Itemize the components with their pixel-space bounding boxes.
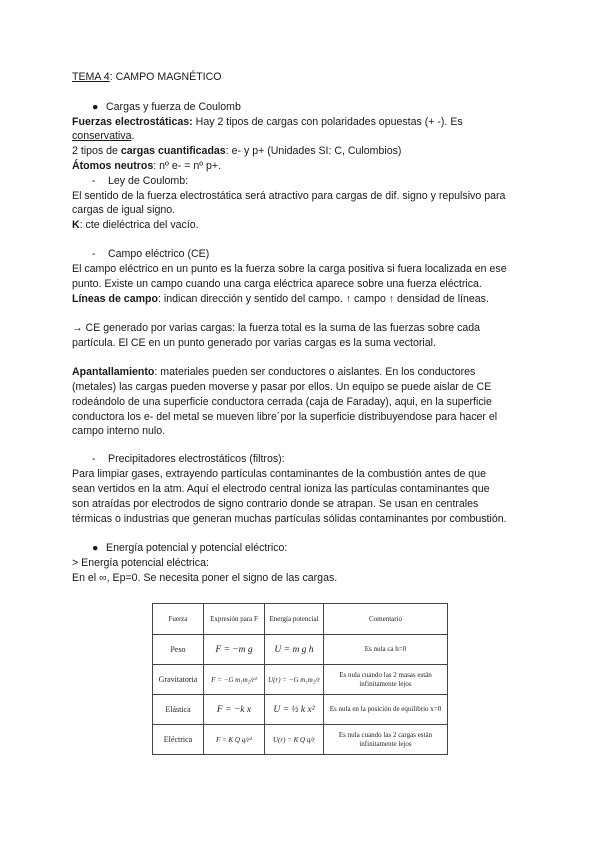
cell-comentario: Es nula cuando las 2 cargas están infinitamente lejos — [324, 725, 448, 755]
table-row — [153, 695, 448, 725]
cell-expresion: F = −k x — [204, 695, 265, 725]
table-row — [153, 635, 448, 665]
text-line: > Energía potencial eléctrica: — [72, 557, 209, 569]
bullet-coulomb: ● Cargas y fuerza de Coulomb — [92, 101, 241, 113]
text-line: partícula. El CE en un punto generado por varias cargas es la suma vectorial. — [72, 337, 436, 349]
text-line: conservativa. — [72, 130, 135, 142]
table-row — [153, 725, 448, 755]
energy-table — [152, 603, 448, 755]
table-row — [153, 665, 448, 695]
text-line: punto. Existe un campo cuando una carga eléctrica aparece sobre una fuerza eléctrica. — [72, 278, 482, 290]
text-line: 2 tipos de cargas cuantificadas: e- y p+ (Unidades SI: C, Culombios) — [72, 145, 402, 157]
header-fuerza: Fuerza — [153, 604, 204, 635]
text-line: Átomos neutros: nº e- = nº p+. — [72, 160, 222, 172]
text-line: rodeándolo de una superficie conductora cerrada (caja de Faraday), aqui, en la superficie — [72, 396, 492, 408]
text-line: Apantallamiento: materiales pueden ser conductores o aislantes. En los conductores — [72, 366, 476, 378]
cell-fuerza: Eléctrica — [153, 725, 204, 755]
text-line: campo interno nulo. — [72, 425, 166, 437]
text-line: Líneas de campo: indican dirección y sentido del campo. ↑ campo ↑ densidad de líneas. — [72, 293, 489, 305]
text-line: sean vertidos en la atm. Aquí el electrodo central ioniza las partículas contaminantes que — [72, 483, 490, 495]
text-line: conductora los e- del metal se mueven libre´por la superficie distribuyendose para hacer el — [72, 411, 498, 423]
cell-expresion: F = −G m₁m₂/r² — [204, 665, 265, 695]
cell-fuerza: Peso — [153, 635, 204, 665]
cell-fuerza: Elástica — [153, 695, 204, 725]
cell-comentario: Es nula cuando las 2 masas están infinitamente lejos — [324, 665, 448, 695]
text-line: El campo eléctrico en un punto es la fuerza sobre la carga positiva si fuera localizada en ese — [72, 263, 507, 275]
text-line: Fuerzas electrostáticas: Hay 2 tipos de cargas con polaridades opuestas (+ -). Es — [72, 116, 463, 128]
cell-expresion: F = K Q q/r² — [204, 725, 265, 755]
text-line: son atraídas por electrodos de signo contrario donde se atrapan. Se usan en centrales — [72, 498, 479, 510]
header-comentario: Comentario — [324, 604, 448, 635]
text-line: térmicas o industrias que generan muchas partículas sólidas contaminantes por combustión. — [72, 513, 507, 525]
cell-energia: U = m g h — [265, 635, 324, 665]
cell-comentario: Es nula en la posición de equilibrio x=0 — [324, 695, 448, 725]
text-line: → CE generado por varias cargas: la fuerza total es la suma de las fuerzas sobre cada — [72, 322, 481, 334]
text-line: (metales) las cargas pueden moverse y pasar por ellos. Un equipo se puede aislar de CE — [72, 381, 492, 393]
cell-fuerza: Gravitatoria — [153, 665, 204, 695]
cell-energia: U = ½ k x² — [265, 695, 324, 725]
bullet-energia: ● Energía potencial y potencial eléctrico: — [92, 542, 288, 554]
cell-expresion: F = −m g — [204, 635, 265, 665]
header-expresion: Expresión para F — [204, 604, 265, 635]
cell-energia: U(r) = −G m₁m₂/r — [265, 665, 324, 695]
text-line: En el ∞, Ep=0. Se necesita poner el signo de las cargas. — [72, 572, 338, 584]
cell-energia: U(r) = K Q q/r — [265, 725, 324, 755]
text-line: cargas de igual signo. — [72, 204, 176, 216]
text-line: El sentido de la fuerza electrostática será atractivo para cargas de dif. signo y repulsivo para — [72, 190, 506, 202]
dash-precipitadores: - Precipitadores electrostáticos (filtros): — [92, 453, 285, 465]
text-line: K: cte dieléctrica del vacío. — [72, 219, 199, 231]
text-line: Para limpiar gases, extrayendo partículas contaminantes de la combustión antes de que — [72, 468, 486, 480]
dash-campo-electrico: - Campo eléctrico (CE) — [92, 248, 210, 260]
header-energia: Energía potencial — [265, 604, 324, 635]
page-title: TEMA 4: CAMPO MAGNÉTICO — [72, 71, 222, 83]
cell-comentario: Es nula ca h=0 — [324, 635, 448, 665]
dash-ley-coulomb: - Ley de Coulomb: — [92, 175, 189, 187]
table-header-row — [153, 604, 448, 635]
